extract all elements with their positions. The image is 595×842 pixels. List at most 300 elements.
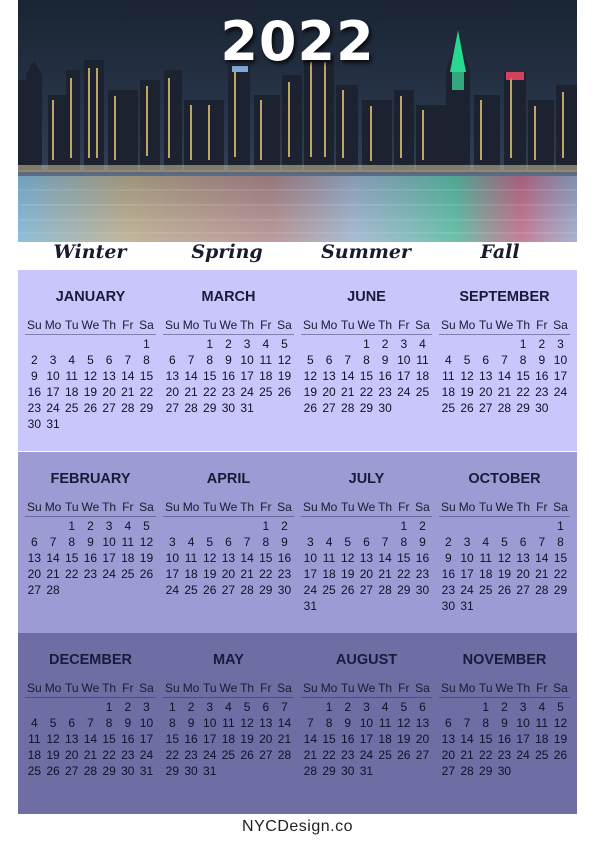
day-cell: 25 bbox=[121, 567, 135, 581]
day-blank bbox=[81, 699, 100, 715]
day-grid bbox=[301, 518, 432, 614]
weekday-label: Tu bbox=[478, 500, 493, 514]
weekday-label: Fr bbox=[260, 318, 272, 332]
day-cell: 23 bbox=[121, 748, 135, 762]
weekday-label: Mo bbox=[320, 681, 338, 695]
day-cell: 30 bbox=[121, 764, 135, 778]
day-cell: 29 bbox=[553, 583, 568, 597]
day-cell: 4 bbox=[482, 535, 490, 549]
day-cell: 2 bbox=[445, 535, 452, 549]
weekday-label: Tu bbox=[202, 318, 217, 332]
day-cell: 1 bbox=[325, 700, 333, 714]
day-cell: 18 bbox=[221, 732, 236, 746]
day-blank bbox=[100, 336, 119, 352]
day-cell: 17 bbox=[359, 732, 374, 746]
weekday-label: We bbox=[357, 500, 376, 514]
month-title: AUGUST bbox=[335, 652, 398, 668]
day-blank bbox=[458, 518, 477, 534]
weekday-label: We bbox=[81, 681, 100, 695]
day-cell: 17 bbox=[240, 369, 254, 383]
day-cell: 30 bbox=[341, 764, 355, 778]
day-cell: 6 bbox=[482, 353, 490, 367]
month-title: DECEMBER bbox=[49, 652, 132, 668]
day-cell: 1 bbox=[519, 337, 527, 351]
day-cell: 15 bbox=[165, 732, 180, 746]
day-cell: 2 bbox=[31, 353, 38, 367]
day-blank bbox=[476, 518, 495, 534]
weekday-label: Su bbox=[27, 681, 42, 695]
day-cell: 17 bbox=[46, 385, 60, 399]
day-cell: 29 bbox=[359, 401, 374, 415]
day-cell: 5 bbox=[49, 716, 57, 730]
day-cell: 6 bbox=[105, 353, 113, 367]
day-cell: 23 bbox=[27, 401, 42, 415]
season-label-spring: Spring bbox=[191, 241, 263, 263]
day-cell: 23 bbox=[415, 567, 430, 581]
day-cell: 19 bbox=[341, 567, 355, 581]
day-cell: 4 bbox=[31, 716, 38, 730]
month-september bbox=[439, 270, 570, 416]
day-cell: 5 bbox=[344, 535, 352, 549]
day-cell: 9 bbox=[187, 716, 195, 730]
day-cell: 27 bbox=[479, 401, 493, 415]
day-cell: 11 bbox=[416, 353, 429, 367]
day-blank bbox=[439, 518, 458, 534]
day-cell: 25 bbox=[322, 583, 336, 597]
day-cell: 15 bbox=[102, 732, 116, 746]
day-cell: 5 bbox=[243, 700, 251, 714]
day-cell: 8 bbox=[325, 716, 333, 730]
day-cell: 15 bbox=[359, 369, 374, 383]
weekday-label: Tu bbox=[478, 681, 493, 695]
day-blank bbox=[301, 336, 320, 352]
day-cell: 21 bbox=[303, 748, 318, 762]
day-cell: 6 bbox=[68, 716, 76, 730]
day-cell: 27 bbox=[322, 401, 336, 415]
day-cell: 3 bbox=[105, 519, 113, 533]
weekday-label: Fr bbox=[398, 500, 410, 514]
day-cell: 17 bbox=[102, 551, 116, 565]
month-title: JULY bbox=[348, 471, 385, 487]
day-cell: 28 bbox=[83, 764, 98, 778]
weekday-label: Th bbox=[240, 500, 255, 514]
day-blank bbox=[182, 518, 201, 534]
day-cell: 4 bbox=[187, 535, 195, 549]
day-cell: 28 bbox=[378, 583, 392, 597]
day-cell: 11 bbox=[121, 535, 135, 549]
day-cell: 23 bbox=[184, 748, 198, 762]
day-cell: 14 bbox=[46, 551, 60, 565]
day-cell: 2 bbox=[187, 700, 195, 714]
day-cell: 25 bbox=[378, 748, 392, 762]
weekday-label: We bbox=[219, 500, 238, 514]
day-cell: 18 bbox=[479, 567, 493, 581]
day-cell: 18 bbox=[535, 732, 549, 746]
day-cell: 29 bbox=[139, 401, 154, 415]
day-cell: 6 bbox=[519, 535, 527, 549]
weekday-header bbox=[301, 317, 432, 335]
day-cell: 19 bbox=[240, 732, 254, 746]
day-cell: 20 bbox=[165, 385, 180, 399]
day-cell: 1 bbox=[206, 337, 214, 351]
day-cell: 30 bbox=[27, 417, 42, 431]
month-title: APRIL bbox=[206, 471, 251, 487]
day-cell: 22 bbox=[479, 748, 493, 762]
weekday-label: Th bbox=[516, 318, 531, 332]
day-cell: 9 bbox=[344, 716, 352, 730]
day-cell: 25 bbox=[259, 385, 273, 399]
day-cell: 15 bbox=[479, 732, 493, 746]
weekday-label: Sa bbox=[277, 500, 292, 514]
day-cell: 13 bbox=[359, 551, 374, 565]
day-cell: 11 bbox=[28, 732, 41, 746]
month-february bbox=[25, 452, 156, 598]
day-cell: 5 bbox=[501, 535, 508, 549]
weekday-header bbox=[163, 680, 294, 698]
weekday-label: Th bbox=[102, 318, 117, 332]
day-blank bbox=[439, 336, 458, 352]
weekday-label: Sa bbox=[415, 318, 430, 332]
day-cell: 16 bbox=[415, 551, 430, 565]
day-cell: 24 bbox=[516, 748, 530, 762]
day-cell: 7 bbox=[243, 535, 251, 549]
day-cell: 13 bbox=[259, 716, 273, 730]
day-cell: 7 bbox=[281, 700, 288, 714]
day-cell: 5 bbox=[281, 337, 288, 351]
day-cell: 2 bbox=[225, 337, 232, 351]
month-july bbox=[301, 452, 432, 614]
day-cell: 13 bbox=[441, 732, 456, 746]
day-blank bbox=[301, 518, 320, 534]
day-blank bbox=[338, 518, 357, 534]
day-blank bbox=[200, 518, 219, 534]
day-cell: 18 bbox=[415, 369, 430, 383]
day-cell: 27 bbox=[65, 764, 79, 778]
weekday-label: Mo bbox=[320, 318, 338, 332]
day-cell: 10 bbox=[139, 716, 154, 730]
weekday-label: We bbox=[495, 500, 514, 514]
day-cell: 12 bbox=[553, 716, 568, 730]
day-cell: 8 bbox=[105, 716, 113, 730]
weekday-label: We bbox=[495, 681, 514, 695]
day-cell: 21 bbox=[277, 732, 292, 746]
day-cell: 4 bbox=[325, 535, 333, 549]
day-cell: 23 bbox=[378, 385, 392, 399]
day-blank bbox=[495, 336, 514, 352]
day-cell: 13 bbox=[479, 369, 493, 383]
day-blank bbox=[25, 518, 44, 534]
weekday-header bbox=[25, 317, 156, 335]
day-cell: 22 bbox=[259, 567, 273, 581]
weekday-label: Tu bbox=[340, 681, 355, 695]
weekday-label: Su bbox=[165, 500, 180, 514]
day-cell: 15 bbox=[322, 732, 336, 746]
day-blank bbox=[219, 518, 238, 534]
day-cell: 11 bbox=[322, 551, 336, 565]
day-blank bbox=[357, 518, 376, 534]
weekday-label: Su bbox=[441, 681, 456, 695]
weekday-label: Sa bbox=[553, 318, 568, 332]
day-cell: 26 bbox=[46, 764, 60, 778]
day-cell: 17 bbox=[460, 567, 474, 581]
day-blank bbox=[44, 518, 63, 534]
weekday-label: Su bbox=[303, 500, 318, 514]
day-cell: 1 bbox=[262, 519, 270, 533]
day-cell: 24 bbox=[102, 567, 116, 581]
day-cell: 14 bbox=[184, 369, 198, 383]
month-title: JUNE bbox=[347, 289, 386, 305]
day-cell: 15 bbox=[397, 551, 411, 565]
day-cell: 26 bbox=[303, 401, 318, 415]
day-cell: 8 bbox=[262, 535, 270, 549]
day-cell: 30 bbox=[415, 583, 430, 597]
month-december bbox=[25, 633, 156, 779]
day-cell: 5 bbox=[400, 700, 408, 714]
day-cell: 12 bbox=[203, 551, 217, 565]
day-cell: 26 bbox=[553, 748, 568, 762]
day-cell: 20 bbox=[415, 732, 430, 746]
day-cell: 4 bbox=[262, 337, 270, 351]
day-cell: 12 bbox=[303, 369, 318, 383]
day-cell: 14 bbox=[303, 732, 318, 746]
day-cell: 13 bbox=[165, 369, 180, 383]
day-cell: 12 bbox=[240, 716, 254, 730]
day-cell: 10 bbox=[303, 551, 318, 565]
weekday-label: Mo bbox=[182, 681, 200, 695]
month-november bbox=[439, 633, 570, 779]
month-may bbox=[163, 633, 294, 779]
day-cell: 10 bbox=[397, 353, 411, 367]
day-blank bbox=[163, 336, 182, 352]
weekday-label: Th bbox=[102, 500, 117, 514]
weekday-label: Tu bbox=[340, 500, 355, 514]
day-cell: 4 bbox=[419, 337, 426, 351]
day-cell: 4 bbox=[538, 700, 546, 714]
day-cell: 16 bbox=[441, 567, 456, 581]
weekday-label: Su bbox=[27, 318, 42, 332]
day-grid bbox=[439, 336, 570, 416]
weekday-label: Mo bbox=[320, 500, 338, 514]
day-cell: 24 bbox=[203, 748, 217, 762]
day-blank bbox=[514, 518, 533, 534]
day-blank bbox=[320, 336, 339, 352]
weekday-label: Th bbox=[240, 318, 255, 332]
weekday-label: Sa bbox=[139, 500, 154, 514]
day-cell: 20 bbox=[441, 748, 456, 762]
day-cell: 31 bbox=[139, 764, 154, 778]
day-cell: 13 bbox=[27, 551, 42, 565]
day-cell: 9 bbox=[281, 535, 288, 549]
day-cell: 16 bbox=[378, 369, 392, 383]
day-cell: 22 bbox=[553, 567, 568, 581]
day-cell: 17 bbox=[553, 369, 568, 383]
weekday-label: Tu bbox=[202, 681, 217, 695]
day-cell: 21 bbox=[460, 748, 474, 762]
month-title: MARCH bbox=[201, 289, 256, 305]
day-grid bbox=[163, 699, 294, 779]
weekday-label: Mo bbox=[44, 318, 62, 332]
day-cell: 28 bbox=[277, 748, 292, 762]
day-cell: 11 bbox=[535, 716, 549, 730]
weekday-label: Su bbox=[303, 318, 318, 332]
day-cell: 2 bbox=[419, 519, 426, 533]
day-cell: 12 bbox=[460, 369, 474, 383]
day-cell: 15 bbox=[65, 551, 79, 565]
day-cell: 21 bbox=[378, 567, 392, 581]
day-blank bbox=[62, 699, 81, 715]
day-cell: 22 bbox=[203, 385, 217, 399]
day-blank bbox=[118, 336, 137, 352]
day-blank bbox=[376, 518, 395, 534]
weekday-label: Fr bbox=[122, 500, 134, 514]
day-cell: 3 bbox=[206, 700, 214, 714]
day-cell: 22 bbox=[322, 748, 336, 762]
day-cell: 16 bbox=[83, 551, 98, 565]
day-cell: 29 bbox=[203, 401, 217, 415]
day-cell: 21 bbox=[46, 567, 60, 581]
day-cell: 21 bbox=[83, 748, 98, 762]
day-cell: 25 bbox=[27, 764, 42, 778]
weekday-label: Fr bbox=[122, 681, 134, 695]
day-cell: 27 bbox=[221, 583, 236, 597]
day-blank bbox=[439, 699, 458, 715]
day-cell: 10 bbox=[102, 535, 116, 549]
weekday-label: Th bbox=[102, 681, 117, 695]
weekday-label: Sa bbox=[553, 500, 568, 514]
day-cell: 24 bbox=[397, 385, 411, 399]
day-cell: 4 bbox=[225, 700, 232, 714]
day-cell: 14 bbox=[121, 369, 135, 383]
day-cell: 28 bbox=[303, 764, 318, 778]
day-blank bbox=[338, 336, 357, 352]
weekday-label: Fr bbox=[260, 500, 272, 514]
day-cell: 21 bbox=[184, 385, 198, 399]
day-cell: 13 bbox=[65, 732, 79, 746]
day-cell: 12 bbox=[397, 716, 411, 730]
day-cell: 3 bbox=[169, 535, 176, 549]
day-cell: 22 bbox=[102, 748, 116, 762]
day-cell: 6 bbox=[325, 353, 333, 367]
day-cell: 24 bbox=[165, 583, 180, 597]
weekday-label: Sa bbox=[553, 681, 568, 695]
day-cell: 6 bbox=[262, 700, 270, 714]
day-cell: 10 bbox=[46, 369, 60, 383]
day-cell: 23 bbox=[441, 583, 456, 597]
weekday-label: We bbox=[219, 681, 238, 695]
day-cell: 15 bbox=[516, 369, 530, 383]
day-cell: 8 bbox=[143, 353, 150, 367]
day-cell: 25 bbox=[479, 583, 493, 597]
day-cell: 16 bbox=[27, 385, 42, 399]
day-cell: 5 bbox=[143, 519, 150, 533]
day-cell: 19 bbox=[139, 551, 154, 565]
day-cell: 12 bbox=[277, 353, 292, 367]
day-blank bbox=[458, 699, 477, 715]
day-cell: 7 bbox=[187, 353, 195, 367]
day-cell: 27 bbox=[359, 583, 374, 597]
day-blank bbox=[301, 699, 320, 715]
day-cell: 21 bbox=[341, 385, 355, 399]
day-cell: 6 bbox=[363, 535, 370, 549]
day-cell: 12 bbox=[341, 551, 355, 565]
day-cell: 9 bbox=[87, 535, 94, 549]
day-cell: 3 bbox=[307, 535, 314, 549]
day-cell: 26 bbox=[460, 401, 474, 415]
day-cell: 21 bbox=[535, 567, 549, 581]
day-cell: 25 bbox=[415, 385, 430, 399]
day-cell: 15 bbox=[139, 369, 154, 383]
day-blank bbox=[238, 518, 257, 534]
day-cell: 20 bbox=[65, 748, 79, 762]
day-grid bbox=[25, 518, 156, 598]
day-cell: 23 bbox=[535, 385, 549, 399]
weekday-header bbox=[301, 680, 432, 698]
day-blank bbox=[25, 336, 44, 352]
day-cell: 10 bbox=[553, 353, 568, 367]
weekday-header bbox=[163, 499, 294, 517]
day-cell: 4 bbox=[445, 353, 452, 367]
day-cell: 24 bbox=[139, 748, 154, 762]
day-cell: 22 bbox=[397, 567, 411, 581]
day-cell: 28 bbox=[46, 583, 60, 597]
day-cell: 23 bbox=[497, 748, 512, 762]
day-cell: 4 bbox=[381, 700, 389, 714]
weekday-header bbox=[439, 317, 570, 335]
day-cell: 31 bbox=[303, 599, 318, 613]
day-cell: 30 bbox=[378, 401, 392, 415]
weekday-label: Su bbox=[27, 500, 42, 514]
weekday-label: Th bbox=[378, 318, 393, 332]
weekday-header bbox=[25, 499, 156, 517]
weekday-label: Fr bbox=[536, 318, 548, 332]
day-cell: 26 bbox=[83, 401, 98, 415]
weekday-header bbox=[25, 680, 156, 698]
day-cell: 11 bbox=[222, 716, 235, 730]
day-cell: 13 bbox=[322, 369, 336, 383]
day-cell: 28 bbox=[497, 401, 512, 415]
day-blank bbox=[495, 518, 514, 534]
day-cell: 14 bbox=[535, 551, 549, 565]
day-cell: 15 bbox=[259, 551, 273, 565]
day-cell: 2 bbox=[381, 337, 389, 351]
weekday-label: Th bbox=[240, 681, 255, 695]
weekday-label: We bbox=[357, 318, 376, 332]
day-cell: 13 bbox=[516, 551, 530, 565]
day-cell: 3 bbox=[49, 353, 57, 367]
day-cell: 30 bbox=[441, 599, 456, 613]
day-cell: 24 bbox=[553, 385, 568, 399]
day-cell: 19 bbox=[460, 385, 474, 399]
day-cell: 29 bbox=[102, 764, 116, 778]
day-cell: 31 bbox=[359, 764, 374, 778]
day-blank bbox=[163, 518, 182, 534]
day-cell: 2 bbox=[281, 519, 288, 533]
day-cell: 1 bbox=[400, 519, 408, 533]
day-cell: 7 bbox=[124, 353, 132, 367]
weekday-label: Sa bbox=[277, 318, 292, 332]
day-cell: 3 bbox=[557, 337, 564, 351]
day-cell: 20 bbox=[479, 385, 493, 399]
weekday-label: Fr bbox=[536, 500, 548, 514]
weekday-label: We bbox=[81, 318, 100, 332]
weekday-label: Tu bbox=[64, 681, 79, 695]
day-cell: 9 bbox=[419, 535, 426, 549]
day-cell: 24 bbox=[240, 385, 254, 399]
day-cell: 4 bbox=[68, 353, 76, 367]
month-january bbox=[25, 270, 156, 432]
month-title: FEBRUARY bbox=[50, 471, 131, 487]
day-cell: 18 bbox=[259, 369, 273, 383]
